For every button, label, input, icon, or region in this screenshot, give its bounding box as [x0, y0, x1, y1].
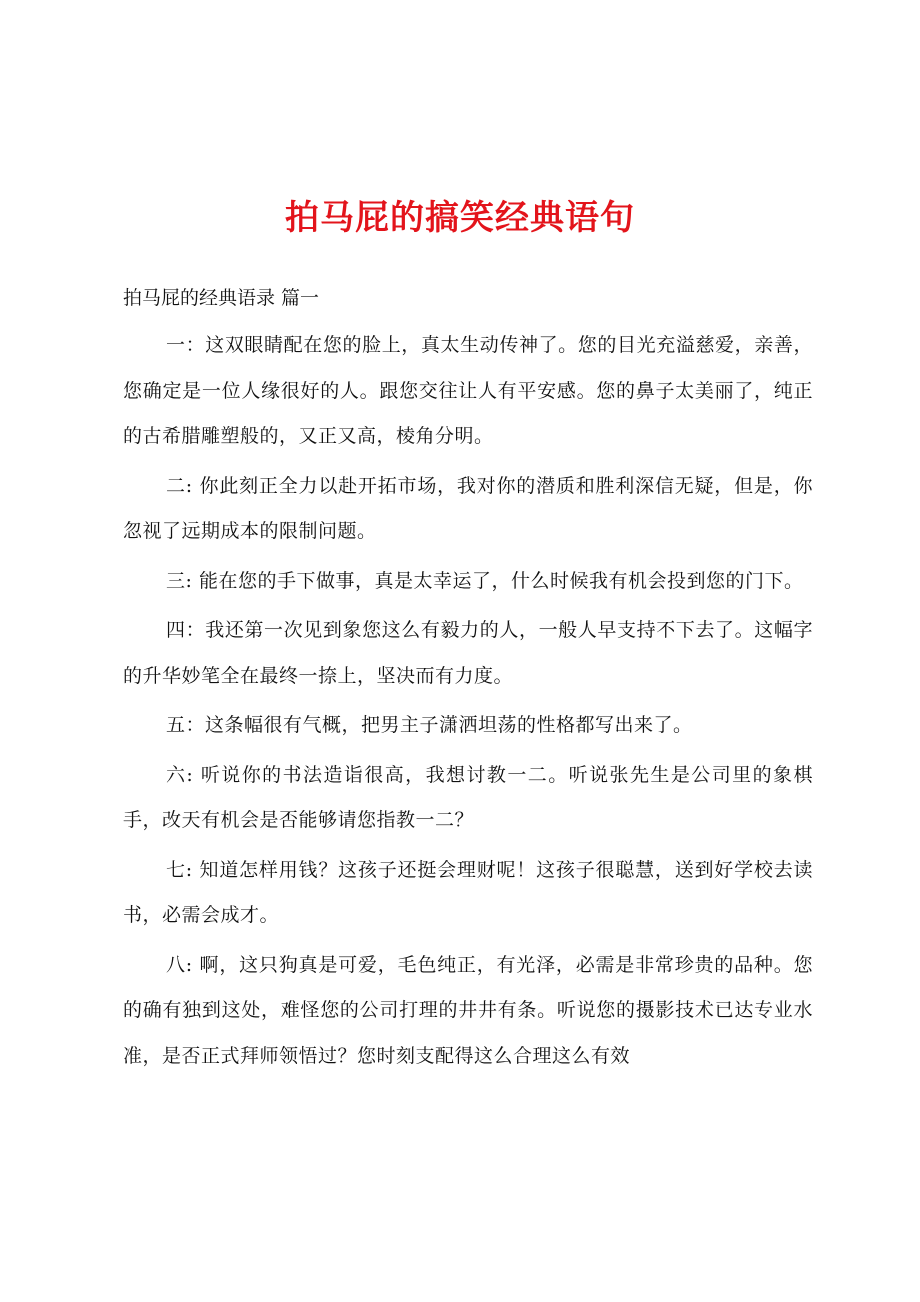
paragraph-2: 二: 你此刻正全力以赴开拓市场，我对你的潜质和胜利深信无疑，但是，你忽视了远期成本的限制问题。 — [123, 474, 813, 542]
document-title: 拍马屁的搞笑经典语句 — [285, 198, 635, 238]
section-heading: 拍马屁的经典语录 篇一 — [123, 287, 320, 309]
paragraph-7: 七: 知道怎样用钱？这孩子还挺会理财呢！这孩子很聪慧，送到好学校去读书，必需会成才。 — [123, 858, 813, 926]
paragraph-3: 三: 能在您的手下做事，真是太幸运了，什么时候我有机会投到您的门下。 — [166, 569, 804, 592]
paragraph-6: 六: 听说你的书法造诣很高，我想讨教一二。听说张先生是公司里的象棋手，改天有机会是否能够请您指教一二？ — [123, 763, 813, 831]
paragraph-5: 五：这条幅很有气概，把男主子潇洒坦荡的性格都写出来了。 — [166, 714, 693, 736]
paragraph-8: 八: 啊，这只狗真是可爱，毛色纯正，有光泽，必需是非常珍贵的品种。您的确有独到这处，难怪您的公司打理的井井有条。听说您的摄影技术已达专业水准，是否正式拜师领悟过？您时刻支配得这么合理这么有效 — [123, 953, 813, 1067]
document-body — [123, 323, 813, 1083]
paragraph-1: 一：这双眼睛配在您的脸上，真太生动传神了。您的目光充溢慈爱，亲善，您确定是一位人缘很好的人。跟您交往让人有平安感。您的鼻子太美丽了，纯正的古希腊雕塑般的，又正又高，棱角分明。 — [123, 334, 813, 447]
paragraph-4: 四：我还第一次见到象您这么有毅力的人，一般人早支持不下去了。这幅字的升华妙笔全在最终一捺上，坚决而有力度。 — [123, 619, 813, 687]
